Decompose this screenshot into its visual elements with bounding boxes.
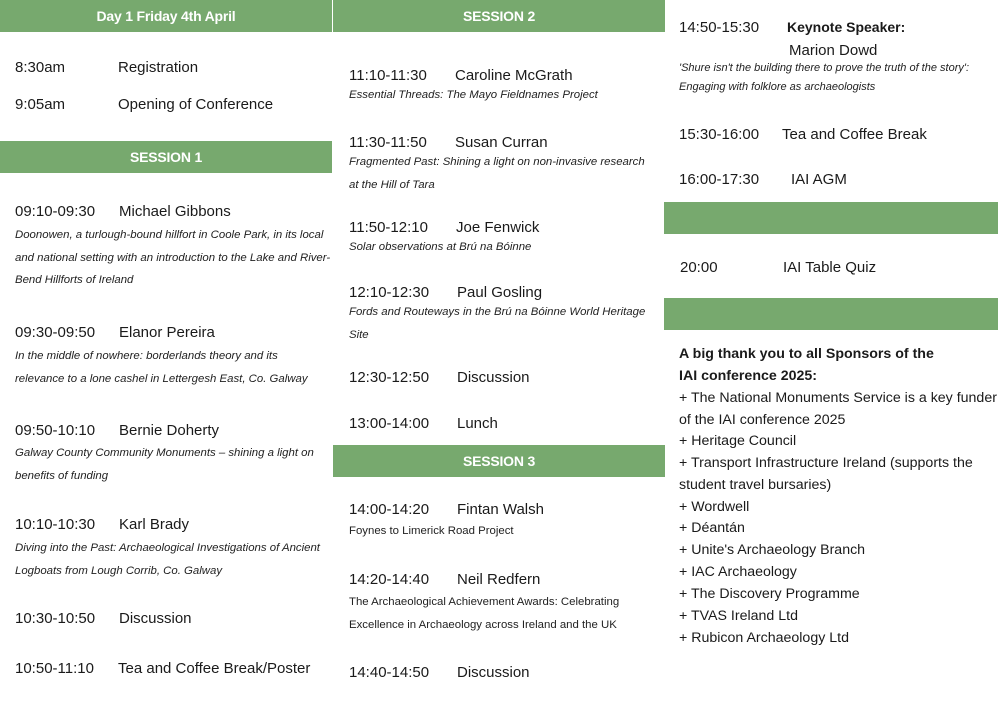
time: 15:30-16:00 [679, 126, 760, 143]
event-name: Discussion [119, 610, 192, 627]
event-name: Tea and Coffee Break [782, 126, 927, 143]
sponsor-item: + Déantán [679, 520, 745, 536]
speaker-name: Bernie Doherty [119, 422, 220, 439]
time: 11:50-12:10 [349, 219, 428, 236]
event-name: Registration [118, 59, 199, 76]
event-name: Opening of Conference [118, 96, 274, 113]
sponsors-heading: A big thank you to all Sponsors of the [679, 346, 934, 362]
sponsor-item: of the IAI conference 2025 [679, 412, 846, 428]
time: 10:10-10:30 [15, 516, 96, 533]
speaker-name: Neil Redfern [457, 571, 541, 588]
talk-description: Solar observations at Brú na Bóinne [349, 241, 532, 253]
speaker-name: Fintan Walsh [457, 501, 544, 518]
time: 11:10-11:30 [349, 67, 427, 84]
talk-description: Fragmented Past: Shining a light on non-invasive research at the Hill of Tara [349, 156, 645, 191]
talk-description: Foynes to Limerick Road Project [349, 525, 514, 537]
talk-description: Essential Threads: The Mayo Fieldnames Project [349, 89, 598, 101]
speaker-name: Paul Gosling [457, 284, 543, 301]
event-name: Tea and Coffee Break/Poster [118, 660, 311, 677]
sponsor-item: + Rubicon Archaeology Ltd [679, 630, 849, 646]
time: 09:30-09:50 [15, 324, 96, 341]
time: 13:00-14:00 [349, 415, 430, 432]
time: 09:10-09:30 [15, 203, 96, 220]
sponsor-item: + IAC Archaeology [679, 564, 797, 580]
keynote-label: Keynote Speaker: [787, 19, 906, 35]
talk-description: Fords and Routeways in the Brú na Bóinne World Heritage Site [349, 306, 646, 341]
talk-description: The Archaeological Achievement Awards: Celebrating Excellence in Archaeology across Ireland and the UK [349, 596, 620, 631]
time: 14:50-15:30 [679, 19, 760, 36]
time: 10:30-10:50 [15, 610, 96, 627]
time: 9:05am [15, 96, 66, 113]
session3-header: SESSION 3 [333, 445, 665, 477]
sponsor-item: + Heritage Council [679, 433, 797, 449]
sponsor-item: + Wordwell [679, 499, 750, 515]
speaker-name: Joe Fenwick [456, 219, 540, 236]
time: 16:00-17:30 [679, 171, 760, 188]
column-day1-morning [0, 0, 332, 705]
sponsor-item: student travel bursaries) [679, 477, 832, 493]
event-name: IAI AGM [791, 171, 847, 188]
event-name: IAI Table Quiz [783, 259, 877, 276]
day-header: Day 1 Friday 4th April [0, 0, 332, 32]
time: 14:20-14:40 [349, 571, 430, 588]
time: 09:50-10:10 [15, 422, 96, 439]
time: 14:00-14:20 [349, 501, 430, 518]
sponsors-heading: IAI conference 2025: [679, 368, 817, 384]
talk-description: In the middle of nowhere: borderlands theory and its relevance to a lone cashel in Lettergesh East, Co. Galway [15, 350, 308, 385]
column-sessions-2-3 [333, 0, 665, 705]
time: 12:30-12:50 [349, 369, 430, 386]
divider-band [664, 202, 998, 234]
session1-header: SESSION 1 [0, 141, 332, 173]
session2-header: SESSION 2 [333, 0, 665, 32]
sponsor-item: + The National Monuments Service is a key funder [679, 390, 997, 406]
divider-band [664, 298, 998, 330]
talk-description: Diving into the Past: Archaeological Investigations of Ancient Logboats from Lough Corrib, Co. Galway [15, 542, 320, 577]
sponsor-item: + Unite's Archaeology Branch [679, 542, 866, 558]
time: 20:00 [680, 259, 718, 276]
sponsor-item: + Transport Infrastructure Ireland (supports the [679, 455, 973, 471]
time: 14:40-14:50 [349, 664, 430, 681]
talk-description: Galway County Community Monuments – shining a light on benefits of funding [15, 447, 314, 482]
time: 10:50-11:10 [15, 660, 94, 677]
keynote-speaker-name: Marion Dowd [789, 42, 878, 59]
event-name: Discussion [457, 664, 530, 681]
sponsor-item: + TVAS Ireland Ltd [679, 608, 798, 624]
speaker-name: Elanor Pereira [119, 324, 215, 341]
event-name: Lunch [457, 415, 498, 432]
keynote-description: 'Shure isn't the building there to prove the truth of the story': Engaging with folklore as archaeologists [679, 62, 970, 93]
speaker-name: Karl Brady [119, 516, 190, 533]
talk-description: Doonowen, a turlough-bound hillfort in Coole Park, in its local and national setting with an introduction to the Lake and River-Bend Hillforts of Ireland [15, 229, 331, 286]
column-afternoon-sponsors [664, 0, 1000, 705]
time: 11:30-11:50 [349, 134, 427, 151]
speaker-name: Susan Curran [455, 134, 548, 151]
speaker-name: Michael Gibbons [119, 203, 231, 220]
time: 8:30am [15, 59, 66, 76]
time: 12:10-12:30 [349, 284, 430, 301]
sponsor-item: + The Discovery Programme [679, 586, 860, 602]
event-name: Discussion [457, 369, 530, 386]
speaker-name: Caroline McGrath [455, 67, 573, 84]
